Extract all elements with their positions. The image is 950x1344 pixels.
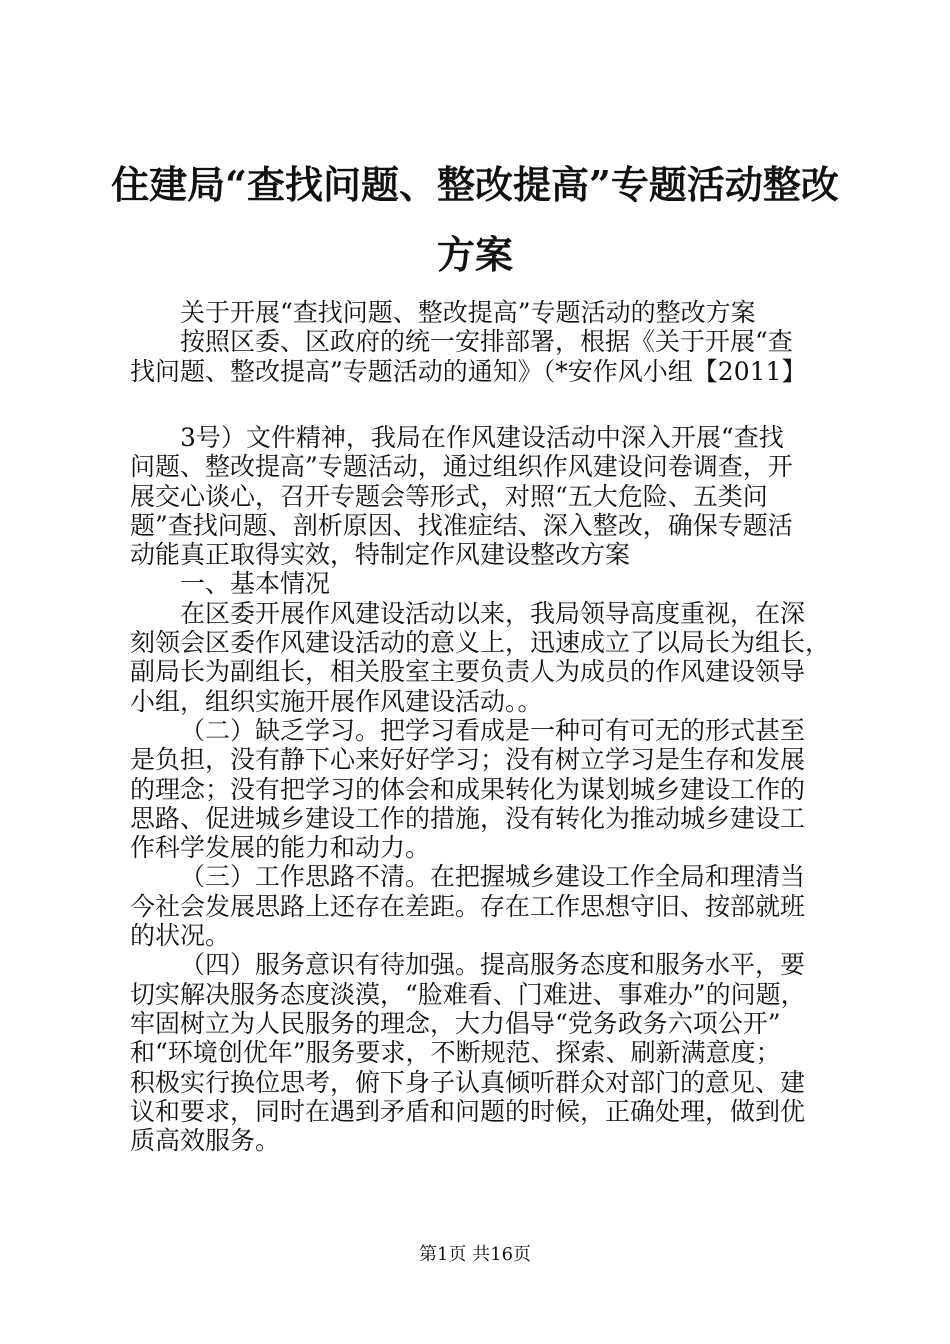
paragraph-line: 题”查找问题、剖析原因、找准症结、深入整改，确保专题活 [130,510,793,540]
subtitle: 关于开展“查找问题、整改提高”专题活动的整改方案 [180,298,756,327]
intro-line-2: 找问题、整改提高”专题活动的通知》（*安作风小组【2011】 [130,356,807,386]
paragraph-line: 牢固树立为人民服务的理念，大力倡导“党务政务六项公开” [130,1008,781,1038]
intro-block [130,298,845,386]
paragraph-line: （四）服务意识有待加强。提高服务态度和服务水平，要 [180,950,806,980]
paragraph-line: 积极实行换位思考，俯下身子认真倾听群众对部门的意见、建 [130,1067,806,1097]
paragraph-line: 的状况。 [130,921,231,951]
paragraph-line: 动能真正取得实效，特制定作风建设整改方案 [130,540,631,570]
paragraph-line: 的理念；没有把学习的体会和成果转化为谋划城乡建设工作的 [130,774,806,804]
paragraph-line: 问题、整改提高”专题活动，通过组织作风建设问卷调查，开 [130,452,793,482]
paragraph-line: （三）工作思路不清。在把握城乡建设工作全局和理清当 [180,862,806,892]
paragraph-line: 质高效服务。 [130,1126,281,1156]
paragraph-line: 小组，组织实施开展作风建设活动。。 [130,686,543,716]
paragraph-basis [130,423,845,1155]
document-title-line-2: 方案 [436,232,513,277]
paragraph-line: 议和要求，同时在遇到矛盾和问题的时候，正确处理，做到优 [130,1096,806,1126]
page-number-footer: 第1页 共16页 [418,1244,532,1265]
paragraph-line: 切实解决服务态度淡漠，“脸难看、门难进、事难办”的问题， [130,979,806,1009]
paragraph-line: 3号）文件精神，我局在作风建设活动中深入开展“查找 [180,423,784,452]
paragraph-line: 和“环境创优年”服务要求，不断规范、探索、刷新满意度； [130,1038,781,1068]
section-heading-basic: 一、基本情况 [180,569,331,599]
paragraph-line: 思路、促进城乡建设工作的措施，没有转化为推动城乡建设工 [130,803,806,833]
paragraph-line: 在区委开展作风建设活动以来，我局领导高度重视，在深 [180,598,806,628]
paragraph-line: 作科学发展的能力和动力。 [130,833,431,863]
paragraph-line: 展交心谈心，召开专题会等形式，对照“五大危险、五类问 [130,481,768,511]
intro-line-1: 按照区委、区政府的统一安排部署，根据《关于开展“查 [180,327,793,357]
paragraph-line: 今社会发展思路上还存在差距。存在工作思想守旧、按部就班 [130,891,806,921]
paragraph-line: 副局长为副组长，相关股室主要负责人为成员的作风建设领导 [130,657,806,687]
paragraph-line: 是负担，没有静下心来好好学习；没有树立学习是生存和发展 [130,745,806,775]
document-title-line-1: 住建局“查找问题、整改提高”专题活动整改 [111,162,839,207]
paragraph-line: （二）缺乏学习。把学习看成是一种可有可无的形式甚至 [180,715,806,745]
paragraph-line: 刻领会区委作风建设活动的意义上，迅速成立了以局长为组长， [130,628,831,658]
